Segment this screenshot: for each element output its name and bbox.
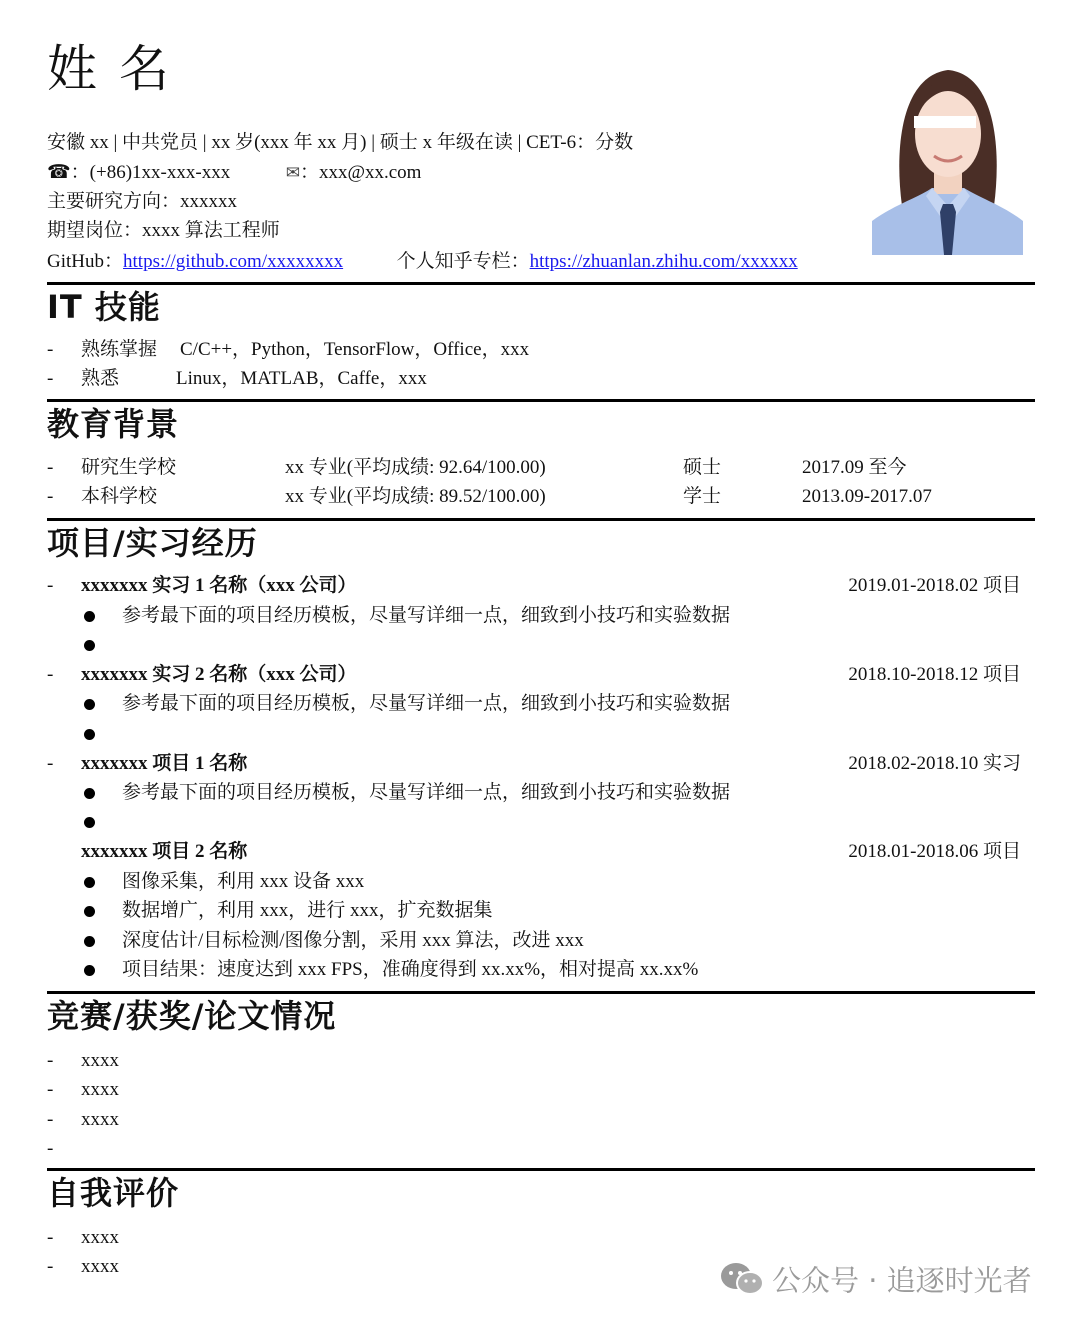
contact-line [47,161,421,185]
list-dash: - [47,1050,54,1071]
section-title-education: 教育背景 [47,405,180,443]
bullet-icon [84,965,95,976]
list-dash: - [47,1109,54,1130]
bullet-text: 数据增广，利用 xxx，进行 xxx，扩充数据集 [122,900,493,921]
watermark-text: 公众号 · 追逐时光者 [772,1263,1032,1298]
bullet-icon [84,611,95,622]
expected-position: 期望岗位：xxxx 算法工程师 [47,220,280,241]
school-name: 研究生学校 [81,457,177,478]
skill-list: Linux，MATLAB，Caffe，xxx [176,368,427,389]
bullet-text: 项目结果：速度达到 xxx FPS，准确度得到 xx.xx%，相对提高 xx.xx% [122,959,699,980]
email-address: ：xxx@xx.com [299,162,422,183]
list-dash: - [47,1138,54,1159]
section-title-self-eval: 自我评价 [47,1174,180,1212]
list-dash: - [47,664,54,685]
major-gpa: xx 专业(平均成绩: 92.64/100.00) [285,457,546,478]
list-dash: - [47,753,54,774]
skill-list: C/C++，Python，TensorFlow，Office，xxx [180,339,530,360]
study-period: 2013.09-2017.07 [802,486,932,507]
bullet-text: 图像采集，利用 xxx 设备 xxx [122,871,365,892]
resume-name: 姓名 [47,40,191,98]
experience-name: xxxxxxx 项目 2 名称 [81,841,248,862]
bullet-icon [84,906,95,917]
section-divider [47,991,1035,994]
school-name: 本科学校 [81,486,158,507]
section-title-experience: 项目/实习经历 [47,524,258,562]
experience-date: 2018.02-2018.10 实习 [848,753,1021,774]
list-dash: - [47,1227,54,1248]
list-dash: - [47,368,54,389]
bullet-icon [84,729,95,740]
section-divider [47,282,1035,285]
personal-info-line: 安徽 xx | 中共党员 | xx 岁(xxx 年 xx 月) | 硕士 x 年级在读 | CET-6：分数 [47,132,634,153]
zhihu-link[interactable]: https://zhuanlan.zhihu.com/xxxxxx [529,251,798,272]
section-divider [47,1168,1035,1171]
degree: 学士 [683,486,722,507]
email-icon: ✉ [285,163,300,183]
phone-icon: ☎ [47,162,71,183]
links-line [47,250,798,274]
portrait-image [872,56,1023,255]
list-dash: - [47,339,54,360]
watermark [720,1262,1032,1303]
list-dash: - [47,457,54,478]
degree: 硕士 [683,457,722,478]
experience-name: xxxxxxx 实习 2 名称（xxx 公司） [81,664,357,685]
experience-date: 2018.10-2018.12 项目 [848,664,1021,685]
self-eval-text: xxxx [81,1227,119,1248]
bullet-icon [84,817,95,828]
section-divider [47,399,1035,402]
major-gpa: xx 专业(平均成绩: 89.52/100.00) [285,486,546,507]
github-link[interactable]: https://github.com/xxxxxxxx [123,251,344,272]
bullet-text: 参考最下面的项目经历模板，尽量写详细一点，细致到小技巧和实验数据 [122,782,731,803]
study-period: 2017.09 至今 [802,457,907,478]
list-dash: - [47,486,54,507]
zhihu-label: 个人知乎专栏： [396,251,530,272]
phone-number: ：(+86)1xx-xxx-xxx [70,162,231,183]
bullet-text: 深度估计/目标检测/图像分割，采用 xxx 算法，改进 xxx [122,930,584,951]
experience-date: 2019.01-2018.02 项目 [848,575,1021,596]
self-eval-text: xxxx [81,1256,119,1277]
research-direction: 主要研究方向：xxxxxx [47,191,238,212]
skill-level: 熟练掌握 [81,339,158,360]
experience-date: 2018.01-2018.06 项目 [848,841,1021,862]
wechat-icon [720,1262,764,1303]
award-text: xxxx [81,1079,119,1100]
github-label: GitHub： [47,251,124,272]
bullet-icon [84,640,95,651]
section-title-awards: 竞赛/获奖/论文情况 [47,997,337,1035]
section-divider [47,518,1035,521]
list-dash: - [47,575,54,596]
award-text: xxxx [81,1050,119,1071]
list-dash: - [47,1079,54,1100]
bullet-icon [84,936,95,947]
award-text: xxxx [81,1109,119,1130]
bullet-icon [84,699,95,710]
experience-name: xxxxxxx 实习 1 名称（xxx 公司） [81,575,357,596]
bullet-icon [84,788,95,799]
experience-name: xxxxxxx 项目 1 名称 [81,753,248,774]
section-title-skills: IT 技能 [47,288,161,326]
bullet-text: 参考最下面的项目经历模板，尽量写详细一点，细致到小技巧和实验数据 [122,693,731,714]
list-dash: - [47,1256,54,1277]
bullet-text: 参考最下面的项目经历模板，尽量写详细一点，细致到小技巧和实验数据 [122,605,731,626]
profile-photo [872,56,1023,255]
bullet-icon [84,877,95,888]
skill-level: 熟悉 [81,368,120,389]
